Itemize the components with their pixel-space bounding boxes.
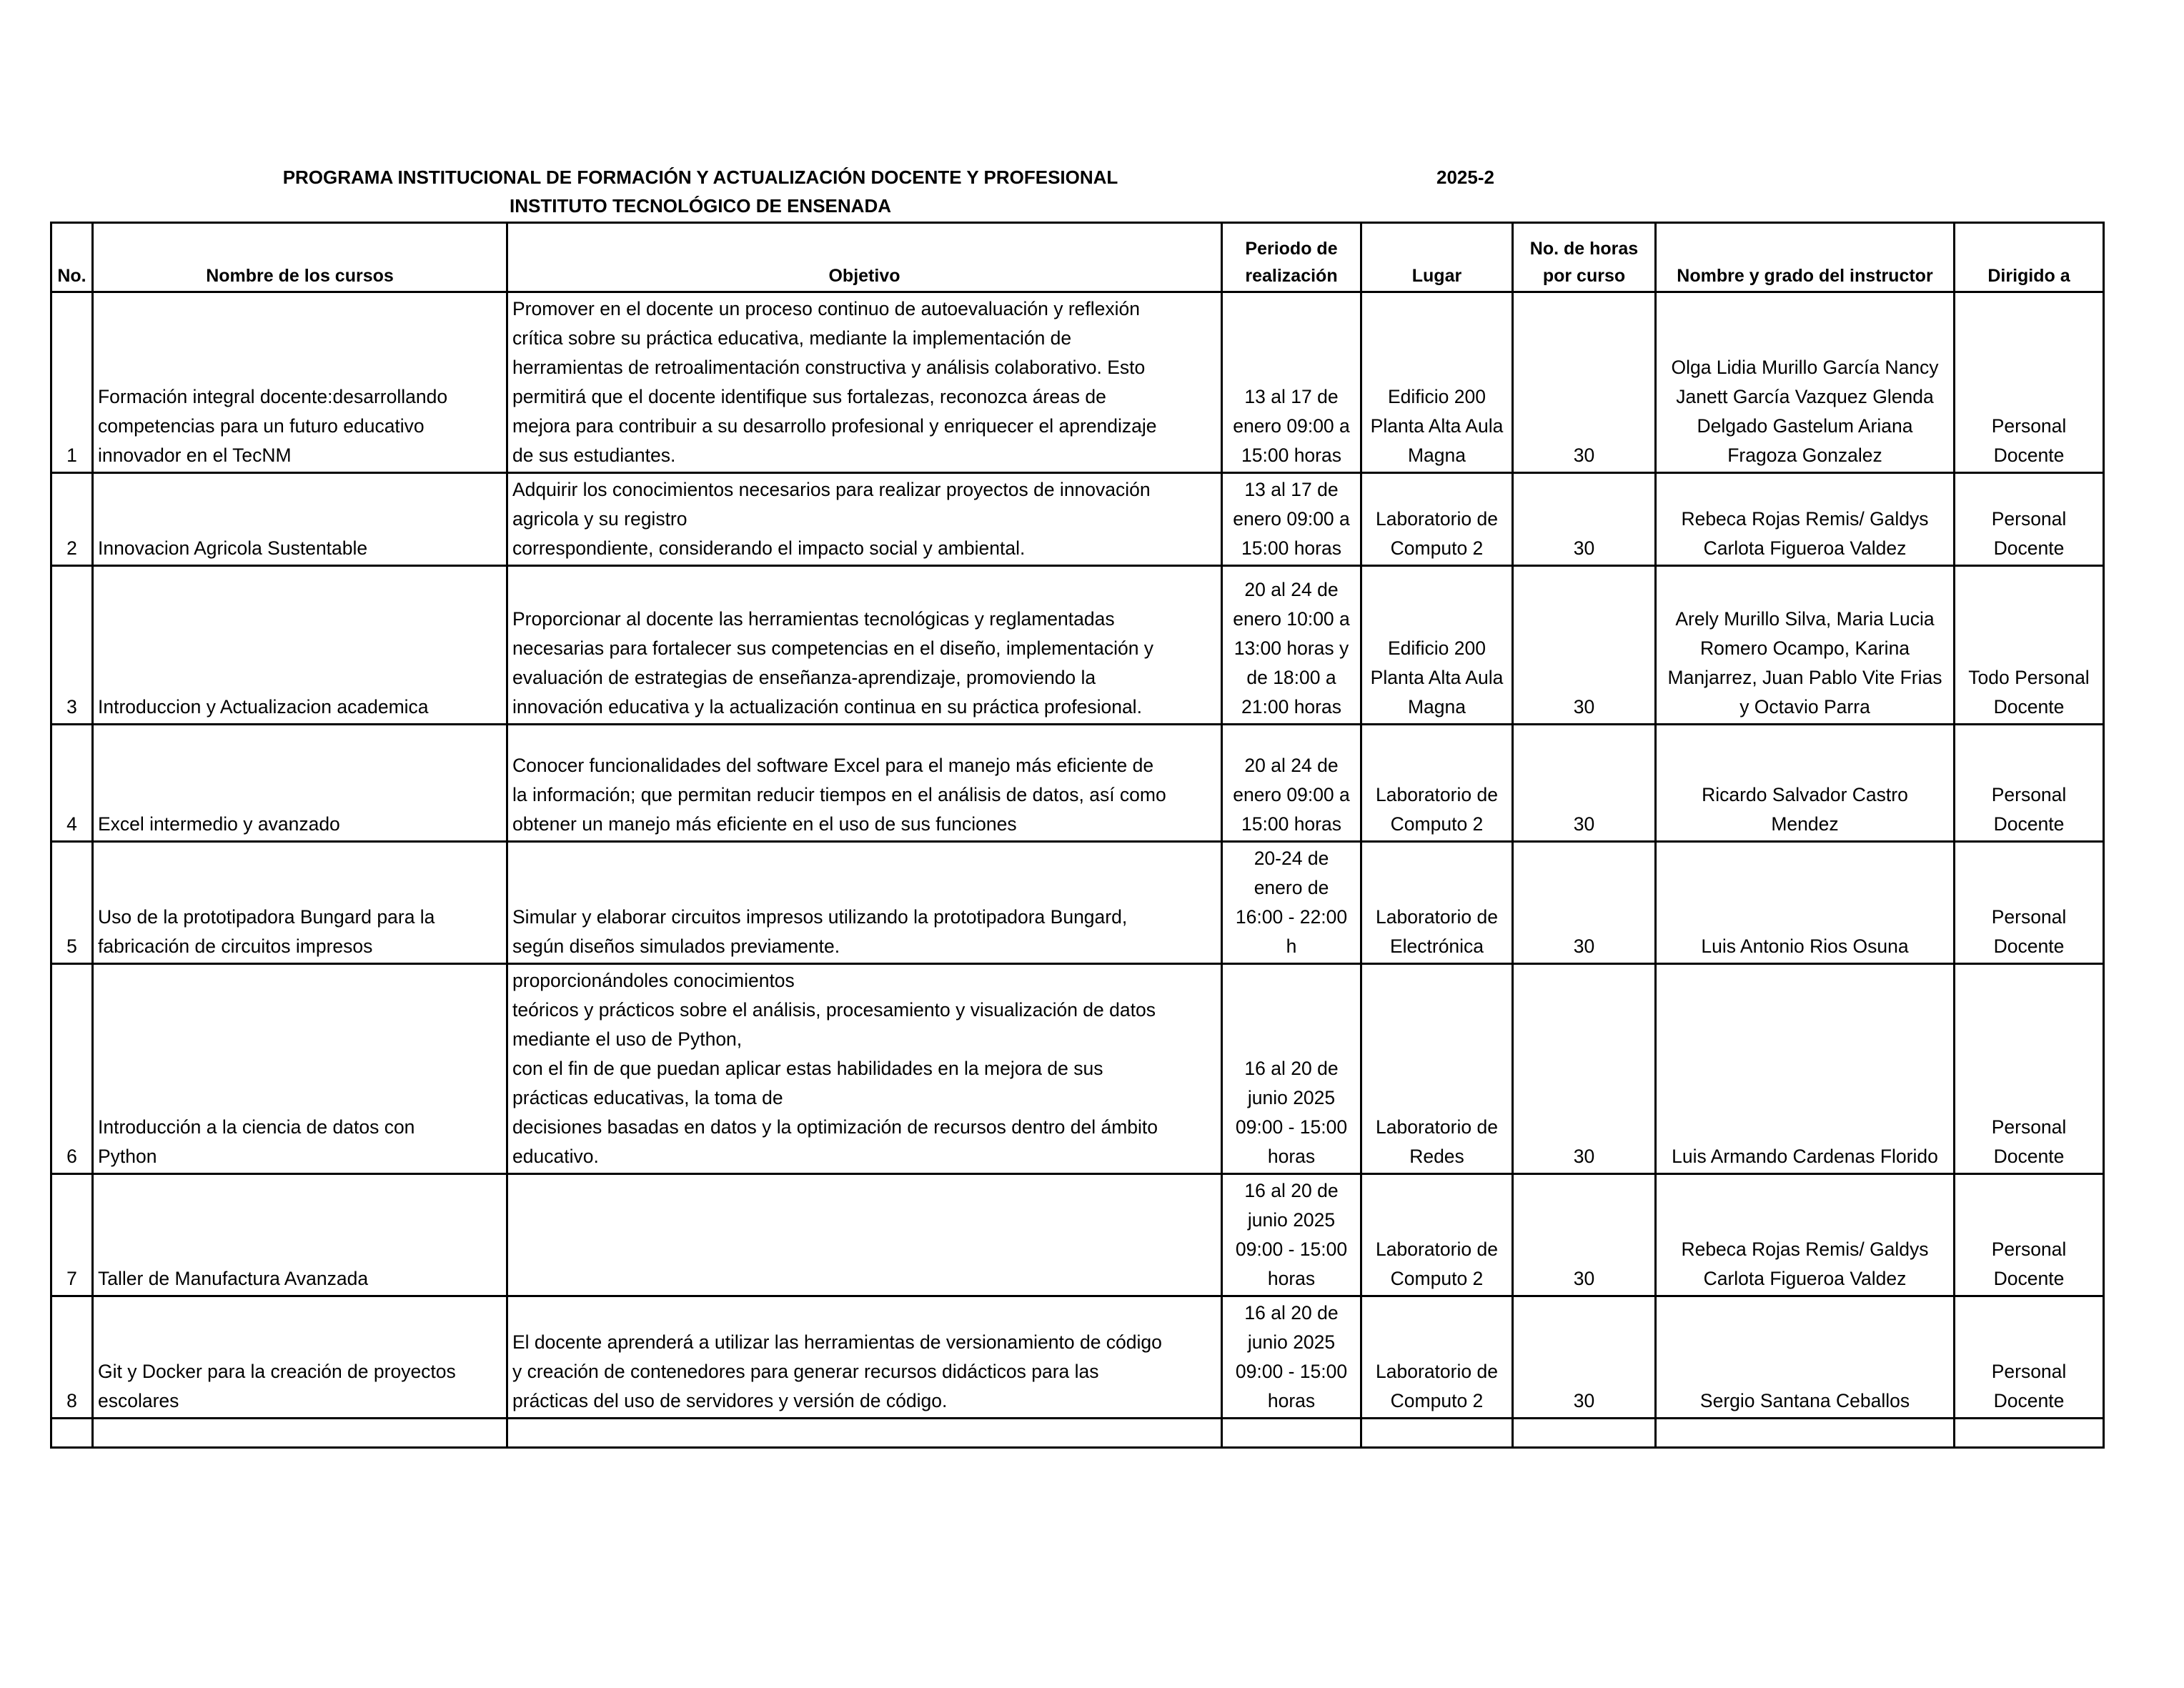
cell-empty: [1955, 1419, 2104, 1448]
cell-nombre: Git y Docker para la creación de proyectos escolares: [93, 1296, 507, 1419]
cell-no: 7: [51, 1174, 93, 1296]
cell-periodo: 20-24 de enero de 16:00 - 22:00 h: [1222, 842, 1361, 964]
cell-horas: 30: [1513, 473, 1656, 566]
document-title-line1: PROGRAMA INSTITUCIONAL DE FORMACIÓN Y ACTUALIZACIÓN DOCENTE Y PROFESIONAL: [282, 167, 1118, 188]
cell-periodo: 16 al 20 de junio 2025 09:00 - 15:00 horas: [1222, 1296, 1361, 1419]
cell-horas: 30: [1513, 292, 1656, 473]
table-row-empty: [51, 1419, 2104, 1448]
cell-dirigido: Personal Docente: [1955, 964, 2104, 1174]
cell-empty: [1222, 1419, 1361, 1448]
cell-objetivo: Adquirir los conocimientos necesarios para realizar proyectos de innovación agricola y su registro correspondiente, considerando el impacto social y ambiental.: [507, 473, 1222, 566]
cell-no: 1: [51, 292, 93, 473]
header-periodo: Periodo de realización: [1222, 223, 1361, 292]
cell-lugar: Laboratorio de Electrónica: [1361, 842, 1513, 964]
table-row: [51, 964, 2104, 1174]
cell-periodo: 16 al 20 de junio 2025 09:00 - 15:00 horas: [1222, 964, 1361, 1174]
header-horas: No. de horas por curso: [1513, 223, 1656, 292]
cell-nombre: Introduccion y Actualizacion academica: [93, 566, 507, 725]
document-period: 2025-2: [1436, 167, 1494, 188]
cell-instructor: Luis Armando Cardenas Florido: [1656, 964, 1955, 1174]
cell-horas: 30: [1513, 1174, 1656, 1296]
table-row: [51, 1174, 2104, 1296]
cell-no: 6: [51, 964, 93, 1174]
cell-dirigido: Personal Docente: [1955, 292, 2104, 473]
cell-no: 4: [51, 725, 93, 842]
cell-no: 3: [51, 566, 93, 725]
table-header-row: [51, 223, 2104, 292]
table-row: [51, 1296, 2104, 1419]
cell-objetivo: Proporcionar al docente las herramientas tecnológicas y reglamentadas necesarias para fortalecer sus competencias en el diseño, implementación y evaluación de estrategias de enseñanza-aprendizaje, promoviendo la innovación educativa y la actualización continua en su práctica profesional.: [507, 566, 1222, 725]
cell-horas: 30: [1513, 842, 1656, 964]
cell-empty: [51, 1419, 93, 1448]
document-title: [0, 163, 1401, 220]
cell-objetivo: El docente aprenderá a utilizar las herramientas de versionamiento de código y creación de contenedores para generar recursos didácticos para las prácticas del uso de servidores y versión de código.: [507, 1296, 1222, 1419]
table-row: [51, 725, 2104, 842]
cell-horas: 30: [1513, 566, 1656, 725]
cell-lugar: Laboratorio de Computo 2: [1361, 473, 1513, 566]
cell-periodo: 16 al 20 de junio 2025 09:00 - 15:00 horas: [1222, 1174, 1361, 1296]
cell-objetivo: [507, 1174, 1222, 1296]
cell-dirigido: Todo Personal Docente: [1955, 566, 2104, 725]
header-objetivo: Objetivo: [507, 223, 1222, 292]
cell-objetivo: Simular y elaborar circuitos impresos utilizando la prototipadora Bungard, según diseños simulados previamente.: [507, 842, 1222, 964]
cell-instructor: Rebeca Rojas Remis/ Galdys Carlota Figueroa Valdez: [1656, 1174, 1955, 1296]
cell-periodo: 20 al 24 de enero 10:00 a 13:00 horas y de 18:00 a 21:00 horas: [1222, 566, 1361, 725]
table-row: [51, 566, 2104, 725]
cell-instructor: Luis Antonio Rios Osuna: [1656, 842, 1955, 964]
cell-no: 2: [51, 473, 93, 566]
cell-empty: [1513, 1419, 1656, 1448]
cell-dirigido: Personal Docente: [1955, 725, 2104, 842]
cell-dirigido: Personal Docente: [1955, 842, 2104, 964]
cell-empty: [1656, 1419, 1955, 1448]
cell-empty: [93, 1419, 507, 1448]
header-lugar: Lugar: [1361, 223, 1513, 292]
cell-instructor: Ricardo Salvador Castro Mendez: [1656, 725, 1955, 842]
header-instructor: Nombre y grado del instructor: [1656, 223, 1955, 292]
cell-lugar: Laboratorio de Computo 2: [1361, 1296, 1513, 1419]
cell-empty: [1361, 1419, 1513, 1448]
cell-horas: 30: [1513, 964, 1656, 1174]
cell-nombre: Taller de Manufactura Avanzada: [93, 1174, 507, 1296]
cell-instructor: Rebeca Rojas Remis/ Galdys Carlota Figueroa Valdez: [1656, 473, 1955, 566]
cell-horas: 30: [1513, 1296, 1656, 1419]
cell-instructor: Sergio Santana Ceballos: [1656, 1296, 1955, 1419]
cell-nombre: Excel intermedio y avanzado: [93, 725, 507, 842]
cell-horas: 30: [1513, 725, 1656, 842]
table-row: [51, 473, 2104, 566]
cell-lugar: Laboratorio de Computo 2: [1361, 725, 1513, 842]
cell-nombre: Innovacion Agricola Sustentable: [93, 473, 507, 566]
courses-table: [50, 222, 2105, 1449]
cell-periodo: 13 al 17 de enero 09:00 a 15:00 horas: [1222, 292, 1361, 473]
header-no: No.: [51, 223, 93, 292]
cell-dirigido: Personal Docente: [1955, 1296, 2104, 1419]
cell-objetivo: Promover en el docente un proceso continuo de autoevaluación y reflexión crítica sobre su práctica educativa, mediante la implementación de herramientas de retroalimentación constructiva y análisis colaborativo. Esto permitirá que el docente identifique sus fortalezas, reconozca áreas de mejora para contribuir a su desarrollo profesional y enriquecer el aprendizaje de sus estudiantes.: [507, 292, 1222, 473]
cell-no: 5: [51, 842, 93, 964]
cell-lugar: Laboratorio de Redes: [1361, 964, 1513, 1174]
cell-instructor: Olga Lidia Murillo García Nancy Janett García Vazquez Glenda Delgado Gastelum Ariana Fragoza Gonzalez: [1656, 292, 1955, 473]
cell-lugar: Edificio 200 Planta Alta Aula Magna: [1361, 292, 1513, 473]
cell-periodo: 20 al 24 de enero 09:00 a 15:00 horas: [1222, 725, 1361, 842]
cell-dirigido: Personal Docente: [1955, 1174, 2104, 1296]
header-dirigido: Dirigido a: [1955, 223, 2104, 292]
cell-objetivo: proporcionándoles conocimientos teóricos y prácticos sobre el análisis, procesamiento y visualización de datos mediante el uso de Python, con el fin de que puedan aplicar estas habilidades en la mejora de sus prácticas educativas, la toma de decisiones basadas en datos y la optimización de recursos dentro del ámbito educativo.: [507, 964, 1222, 1174]
cell-objetivo: Conocer funcionalidades del software Excel para el manejo más eficiente de la información; que permitan reducir tiempos en el análisis de datos, así como obtener un manejo más eficiente en el uso de sus funciones: [507, 725, 1222, 842]
header-nombre: Nombre de los cursos: [93, 223, 507, 292]
document-title-line2: INSTITUTO TECNOLÓGICO DE ENSENADA: [510, 195, 891, 217]
cell-periodo: 13 al 17 de enero 09:00 a 15:00 horas: [1222, 473, 1361, 566]
cell-lugar: Edificio 200 Planta Alta Aula Magna: [1361, 566, 1513, 725]
table-row: [51, 842, 2104, 964]
cell-empty: [507, 1419, 1222, 1448]
cell-instructor: Arely Murillo Silva, Maria Lucia Romero Ocampo, Karina Manjarrez, Juan Pablo Vite Frias y Octavio Parra: [1656, 566, 1955, 725]
cell-nombre: Formación integral docente:desarrollando competencias para un futuro educativo innovador en el TecNM: [93, 292, 507, 473]
cell-nombre: Introducción a la ciencia de datos con Python: [93, 964, 507, 1174]
cell-nombre: Uso de la prototipadora Bungard para la fabricación de circuitos impresos: [93, 842, 507, 964]
table-row: [51, 292, 2104, 473]
cell-dirigido: Personal Docente: [1955, 473, 2104, 566]
cell-no: 8: [51, 1296, 93, 1419]
cell-lugar: Laboratorio de Computo 2: [1361, 1174, 1513, 1296]
